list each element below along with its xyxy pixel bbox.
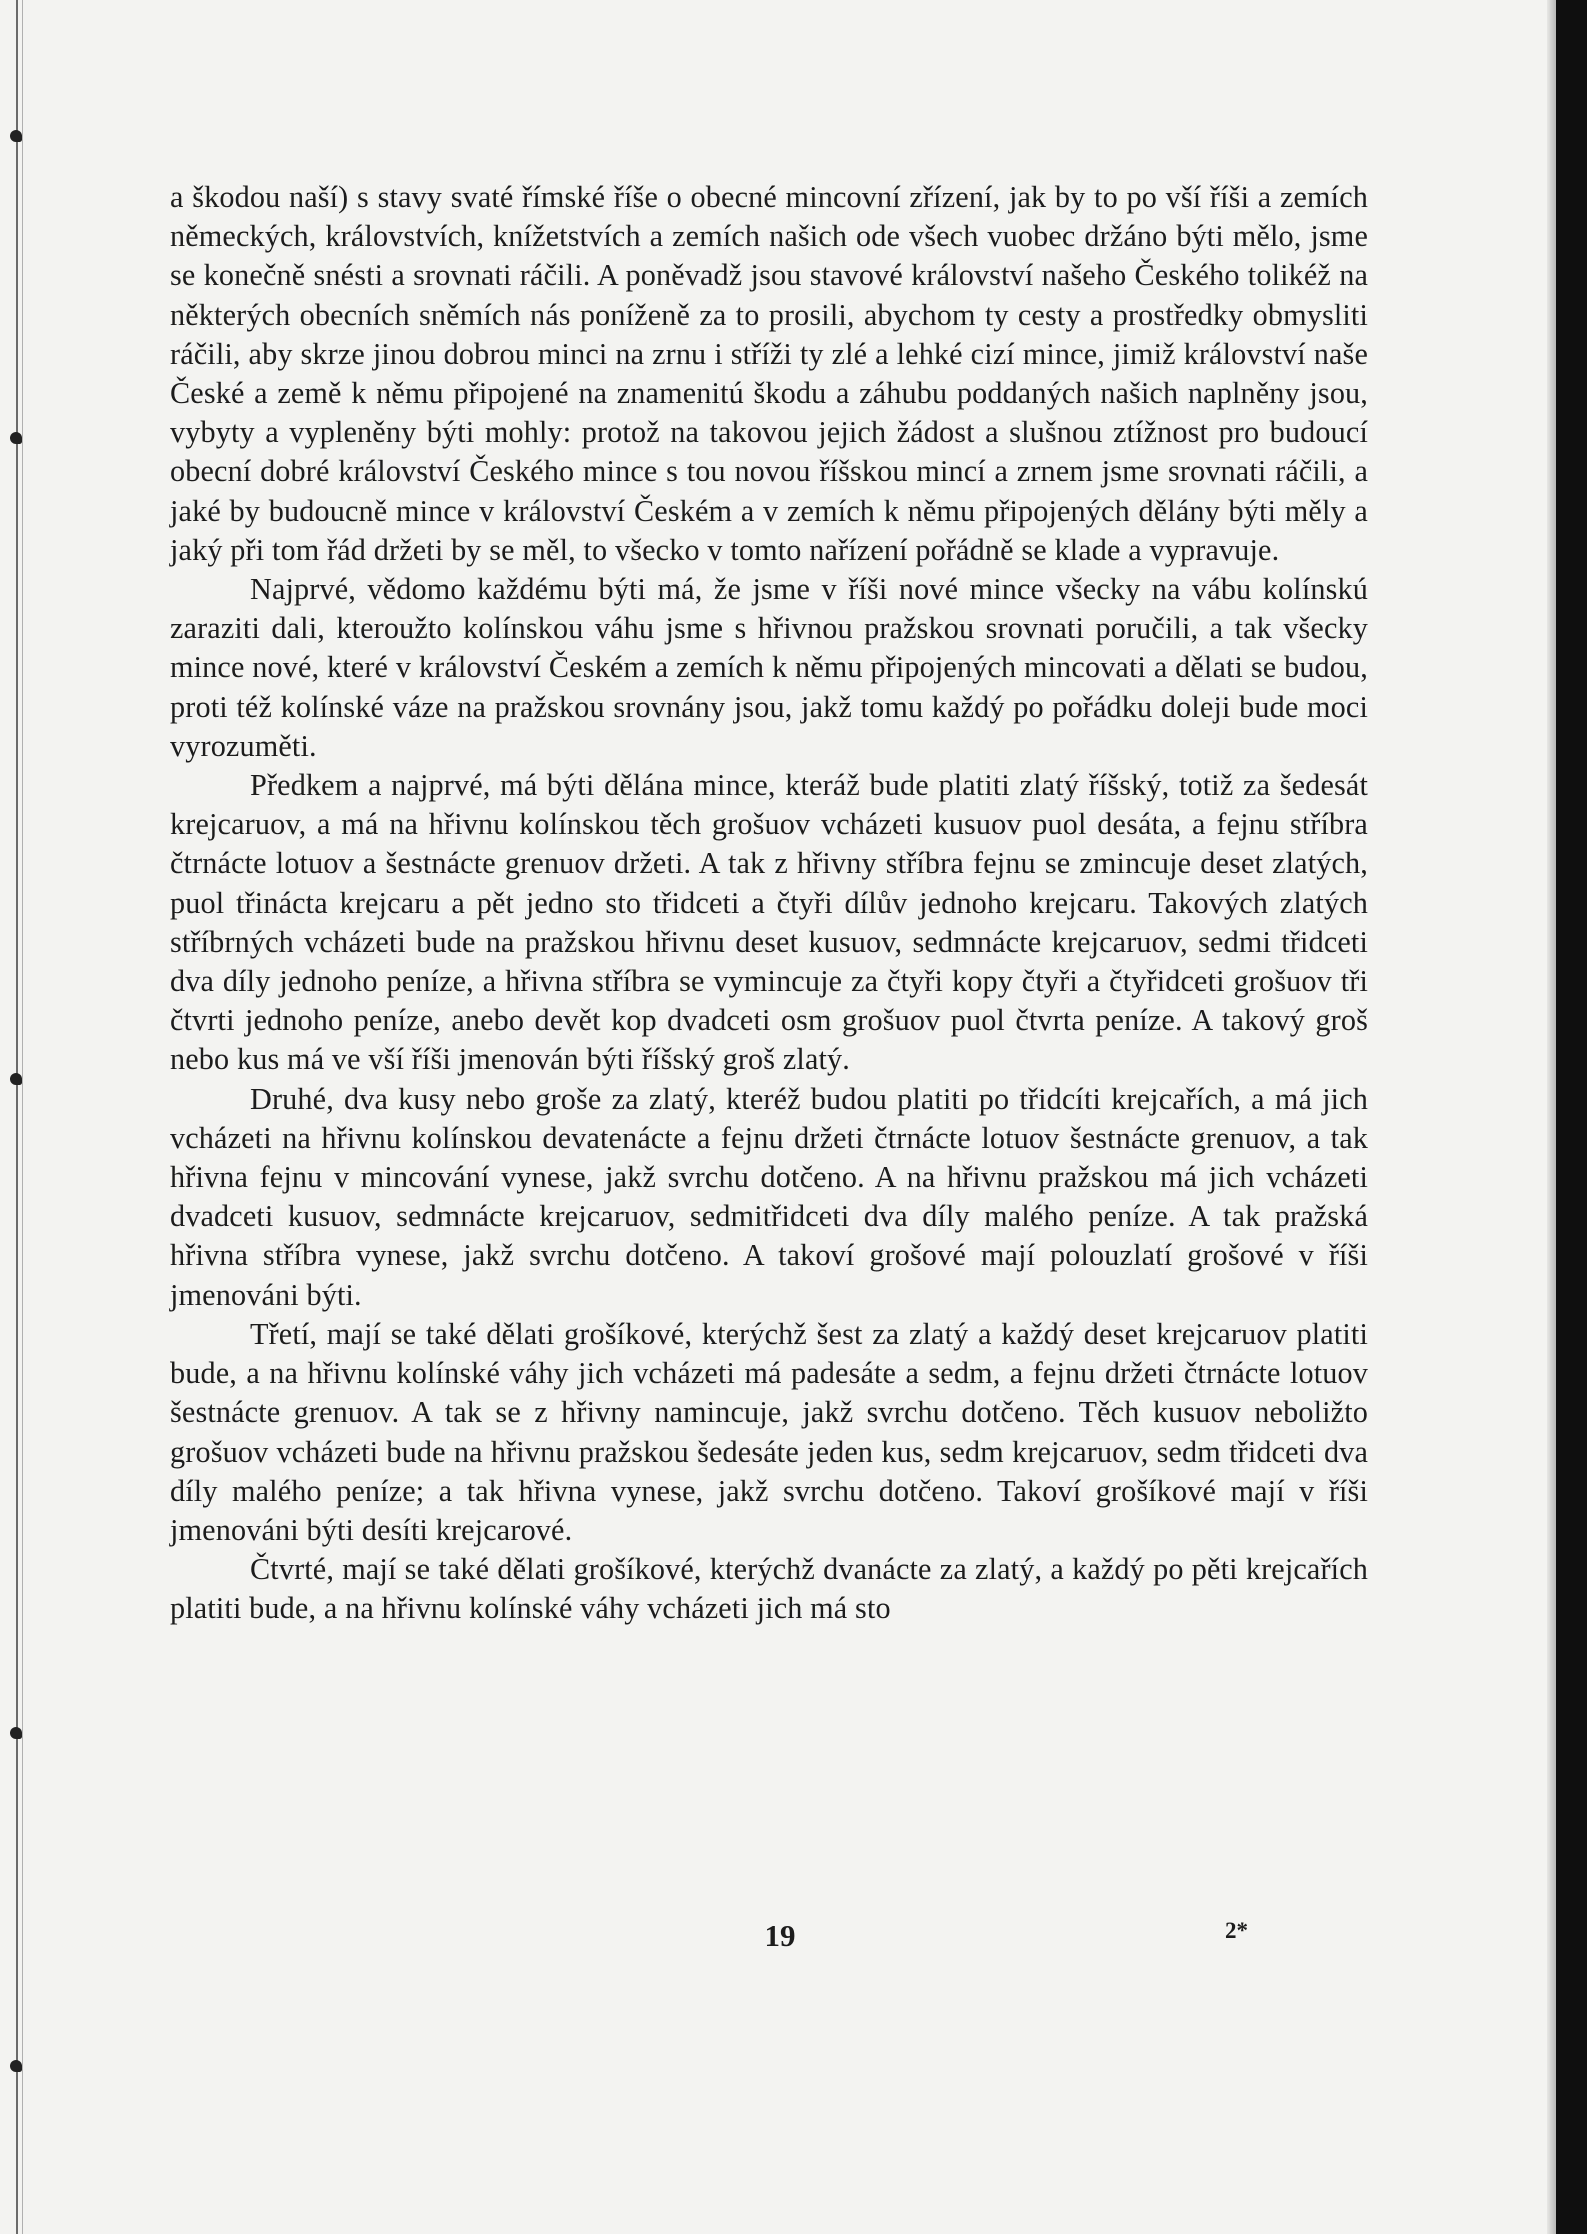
- body-text: [170, 178, 1368, 1629]
- paragraph: a škodou naší) s stavy svaté římské říše o obecné mincovní zřízení, jak by to po vší říši a zemích německých, královstvích, knížetstvích a zemích našich ode všech vuobec držáno býti mělo, jsme se konečně snésti a srovnati ráčili. A poněvadž jsou stavové království našeho Českého tolikéž na některých obecních sněmích nás poníženě za to prosili, abychom ty cesty a prostředky obmysliti ráčili, aby skrze jinou dobrou minci na zrnu i stříži ty zlé a lehké cizí mince, jimiž království naše České a země k němu připojené na znamenitú škodu a záhubu poddaných našich naplněny jsou, vybyty a vypleněny býti mohly: protož na takovou jejich žádost a slušnou ztížnost pro budoucí obecní dobré království Českého mince s tou novou říšskou mincí a zrnem jsme srovnati ráčili, a jaké by budoucně mince v království Českém a v zemích k němu připojených dělány býti měly a jaký při tom řád držeti by se měl, to všecko v tomto nařízení pořádně se klade a vypravuje.: [170, 180, 1368, 567]
- paragraph: Třetí, mají se také dělati grošíkové, kterýchž šest za zlatý a každý deset krejcaruov platiti bude, a na hřivnu kolínské váhy jich vcházeti má padesáte a sedm, a fejnu držeti čtrnácte lotuov šestnácte grenuov. A tak se z hřivny namincuje, jakž svrchu dotčeno. Těch kusuov neboližto grošuov vcházeti bude na hřivnu pražskou šedesáte jeden kus, sedm krejcaruov, sedm třidceti dva díly malého peníze; a tak hřivna vynese, jakž svrchu dotčeno. Takoví grošíkové mají v říši jmenováni býti desíti krejcarové.: [170, 1316, 1368, 1547]
- paragraph: Druhé, dva kusy nebo groše za zlatý, kteréž budou platiti po třidcíti krejcařích, a má jich vcházeti na hřivnu kolínskou devatenácte a fejnu držeti čtrnácte lotuov šestnácte grenuov, a tak hřivna fejnu v mincování vynese, jakž svrchu dotčeno. A na hřivnu pražskou má jich vcházeti dvadceti kusuov, sedmnácte krejcaruov, sedmitřidceti dva díly malého peníze. A tak pražská hřivna stříbra vynese, jakž svrchu dotčeno. A takoví grošové mají polouzlatí grošové v říši jmenováni býti.: [170, 1081, 1368, 1312]
- binding-edge-line-faint: [22, 0, 23, 2234]
- binding-mark: [10, 1727, 22, 1739]
- binding-mark: [10, 432, 22, 444]
- binding-mark: [10, 1073, 22, 1085]
- page-edge-shadow: [1547, 0, 1556, 2234]
- page-edge-dark: [1556, 0, 1587, 2234]
- page-number: 19: [764, 1918, 796, 1953]
- paragraph: Najprvé, vědomo každému býti má, že jsme v říši nové mince všecky na vábu kolínskú zaraziti dali, kteroužto kolínskou váhu jsme s hřivnou pražskou srovnati poručili, a tak všecky mince nové, které v království Českém a zemích k němu připojených mincovati a dělati se budou, proti též kolínské váze na pražskou srovnány jsou, jakž tomu každý po pořádku doleji bude moci vyrozuměti.: [170, 572, 1368, 763]
- signature-mark: 2*: [1225, 1918, 1248, 1943]
- binding-mark: [10, 130, 22, 142]
- paragraph: Předkem a najprvé, má býti dělána mince, kteráž bude platiti zlatý říšský, totiž za šedesát krejcaruov, a má na hřivnu kolínskou těch grošuov vcházeti kusuov puol desáta, a fejnu stříbra čtrnácte lotuov a šestnácte grenuov držeti. A tak z hřivny stříbra fejnu se zmincuje deset zlatých, puol třinácta krejcaru a pět jedno sto třidceti a čtyři dílův jednoho krejcaru. Takových zlatých stříbrných vcházeti bude na pražskou hřivnu deset kusuov, sedmnácte krejcaruov, sedmi třidceti dva díly jednoho peníze, a hřivna stříbra se vymincuje za čtyři kopy čtyři a čtyřidceti grošuov tři čtvrti jednoho peníze, anebo devět kop dvadceti osm grošuov puol čtvrta peníze. A takový groš nebo kus má ve vší říši jmenován býti říšský groš zlatý.: [170, 768, 1368, 1077]
- paragraph: Čtvrté, mají se také dělati grošíkové, kterýchž dvanácte za zlatý, a každý po pěti krejcařích platiti bude, a na hřivnu kolínské váhy vcházeti jich má sto: [170, 1552, 1368, 1626]
- binding-edge-line: [16, 0, 18, 2234]
- binding-mark: [10, 2060, 22, 2072]
